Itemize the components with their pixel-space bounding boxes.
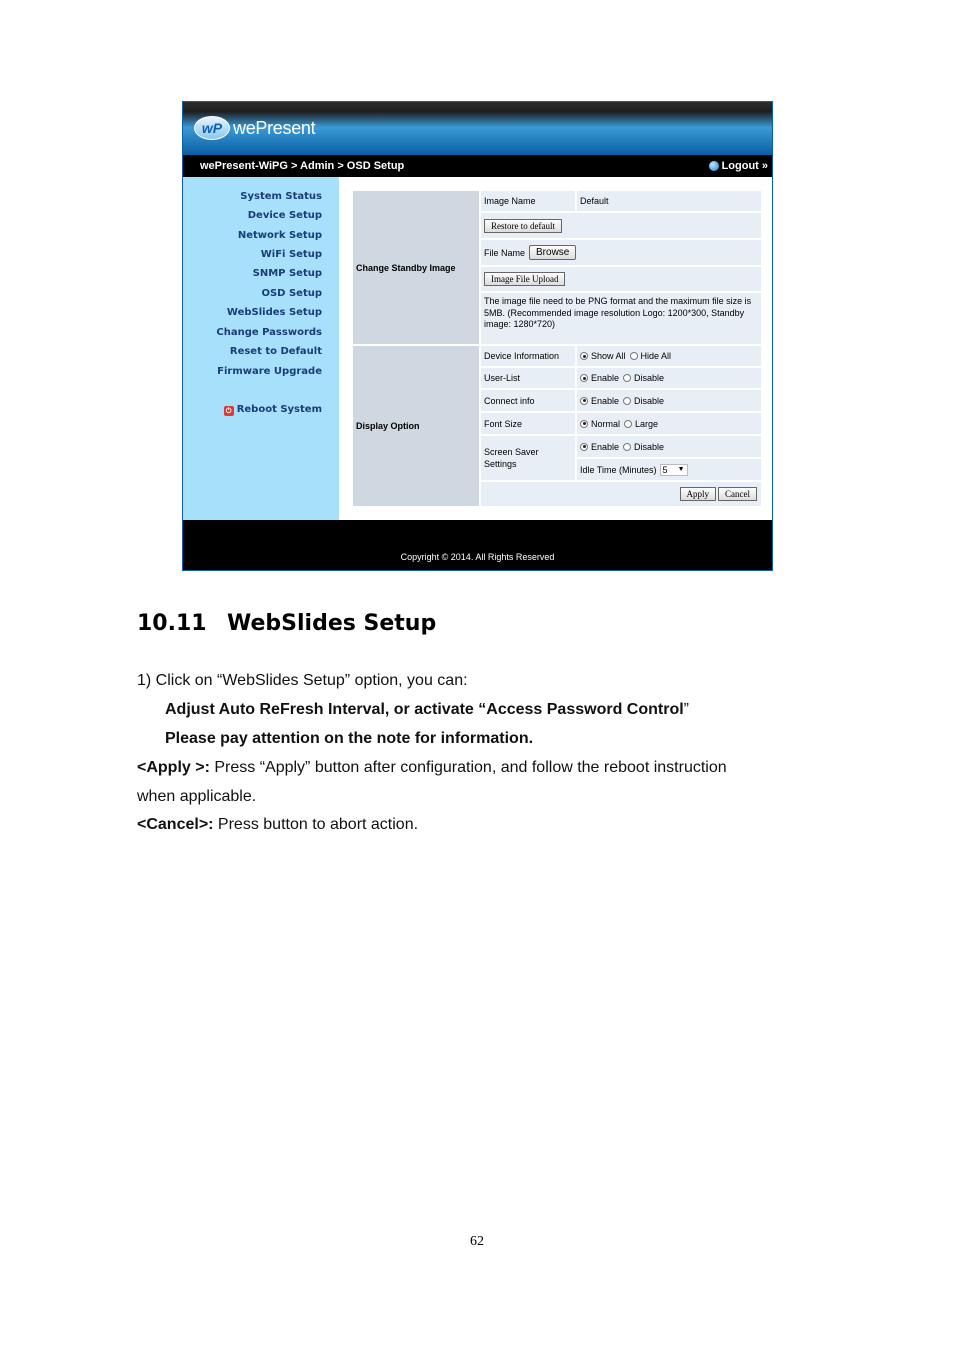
footer [183,520,772,571]
sidebar-item-osd-setup[interactable]: OSD Setup [261,288,322,299]
idle-time-select[interactable]: 5 ▼ [660,464,688,476]
file-name-row [481,240,761,265]
browse-button[interactable]: Browse [529,245,576,260]
note-row [481,293,761,344]
power-icon: ⏻ [224,406,234,416]
reboot-label: Reboot System [236,404,322,415]
osd-setup-screenshot [182,101,773,571]
hide-all-radio[interactable] [630,352,638,360]
page-number: 62 [470,1234,484,1249]
cancel-button[interactable]: Cancel [718,487,757,501]
globe-icon [709,161,719,171]
sidebar-item-device-setup[interactable]: Device Setup [247,210,322,221]
sidebar-item-system-status[interactable]: System Status [240,191,322,202]
hide-all-label: Hide All [640,351,672,361]
restore-default-button[interactable]: Restore to default [484,219,562,233]
screen-saver-label: Screen Saver Settings [481,436,575,480]
restore-row [481,213,761,238]
upload-row [481,267,761,291]
action-row [481,482,761,506]
screen-saver-disable-label: Disable [634,441,665,452]
upload-note: The image file need to be PNG format and the maximum file size is 5MB. (Recommended image resolution Logo: 1200*300, Standby image: 1280*720) [481,293,761,344]
screen-saver-enable-label: Enable [591,441,620,452]
apply-description: <Apply >: Press “Apply” button after configuration, and follow the reboot instruction [137,759,727,776]
cancel-description: <Cancel>: Press button to abort action. [137,816,419,833]
section-heading [137,611,436,636]
sidebar-item-reboot-system[interactable] [224,404,322,416]
font-normal-label: Normal [591,418,621,429]
show-all-label: Show All [591,351,626,361]
connect-info-disable-label: Disable [634,395,665,406]
sidebar-item-network-setup[interactable]: Network Setup [237,230,322,241]
user-list-disable-radio[interactable] [623,374,631,382]
font-size-row [481,413,761,434]
image-upload-button[interactable]: Image File Upload [484,272,565,286]
device-info-row [481,346,761,366]
user-list-enable-label: Enable [591,373,620,383]
wepresent-logo-icon: wP [194,116,230,140]
sidebar-item-reset-to-default[interactable]: Reset to Default [229,346,322,357]
screen-saver-enable-radio[interactable] [580,443,588,451]
font-large-radio[interactable] [624,420,632,428]
sidebar-item-wifi-setup[interactable]: WiFi Setup [260,249,322,260]
font-large-label: Large [635,418,659,429]
file-name-label: File Name [484,247,526,258]
brand-header [183,102,772,155]
user-list-disable-label: Disable [634,373,665,383]
connect-info-enable-label: Enable [591,395,620,406]
show-all-radio[interactable] [580,352,588,360]
osd-settings-panel [339,177,772,520]
connect-info-label: Connect info [481,390,575,411]
step-1-detail: Adjust Auto ReFresh Interval, or activate “Access Password Control” [165,701,689,718]
connect-info-row [481,390,761,411]
logout-link[interactable] [709,160,768,172]
apply-button[interactable]: Apply [680,487,717,501]
screen-saver-row [481,436,761,480]
sidebar [183,177,339,520]
image-name-row [481,191,761,211]
brand-name: wePresent [233,118,316,138]
sidebar-item-firmware-upgrade[interactable]: Firmware Upgrade [217,366,322,377]
standby-group-label: Change Standby Image [353,191,479,344]
nav-bar [183,155,772,177]
step-1-text: 1) Click on “WebSlides Setup” option, you can: [137,672,468,689]
sidebar-item-snmp-setup[interactable]: SNMP Setup [252,268,322,279]
sidebar-item-webslides-setup[interactable]: WebSlides Setup [226,307,322,318]
copyright-text: Copyright © 2014. All Rights Reserved [400,552,555,562]
user-list-label: User-List [481,368,575,388]
sidebar-item-change-passwords[interactable]: Change Passwords [216,327,322,338]
user-list-row [481,368,761,388]
font-size-label: Font Size [481,413,575,434]
attention-note: Please pay attention on the note for information. [165,730,534,747]
font-normal-radio[interactable] [580,420,588,428]
idle-time-label: Idle Time (Minutes) [580,464,657,475]
section-title: WebSlides Setup [227,611,437,636]
connect-info-enable-radio[interactable] [580,397,588,405]
section-number: 10.11 [137,611,207,636]
screen-saver-disable-radio[interactable] [623,443,631,451]
dropdown-arrow-icon: ▼ [677,465,685,473]
display-group-label: Display Option [353,346,479,506]
image-name-label: Image Name [481,191,575,211]
logout-label: Logout » [721,160,768,172]
apply-description-cont: when applicable. [137,788,257,805]
breadcrumb: wePresent-WiPG > Admin > OSD Setup [200,160,405,172]
image-name-value: Default [577,191,761,211]
connect-info-disable-radio[interactable] [623,397,631,405]
device-info-label: Device Information [481,346,575,366]
user-list-enable-radio[interactable] [580,374,588,382]
